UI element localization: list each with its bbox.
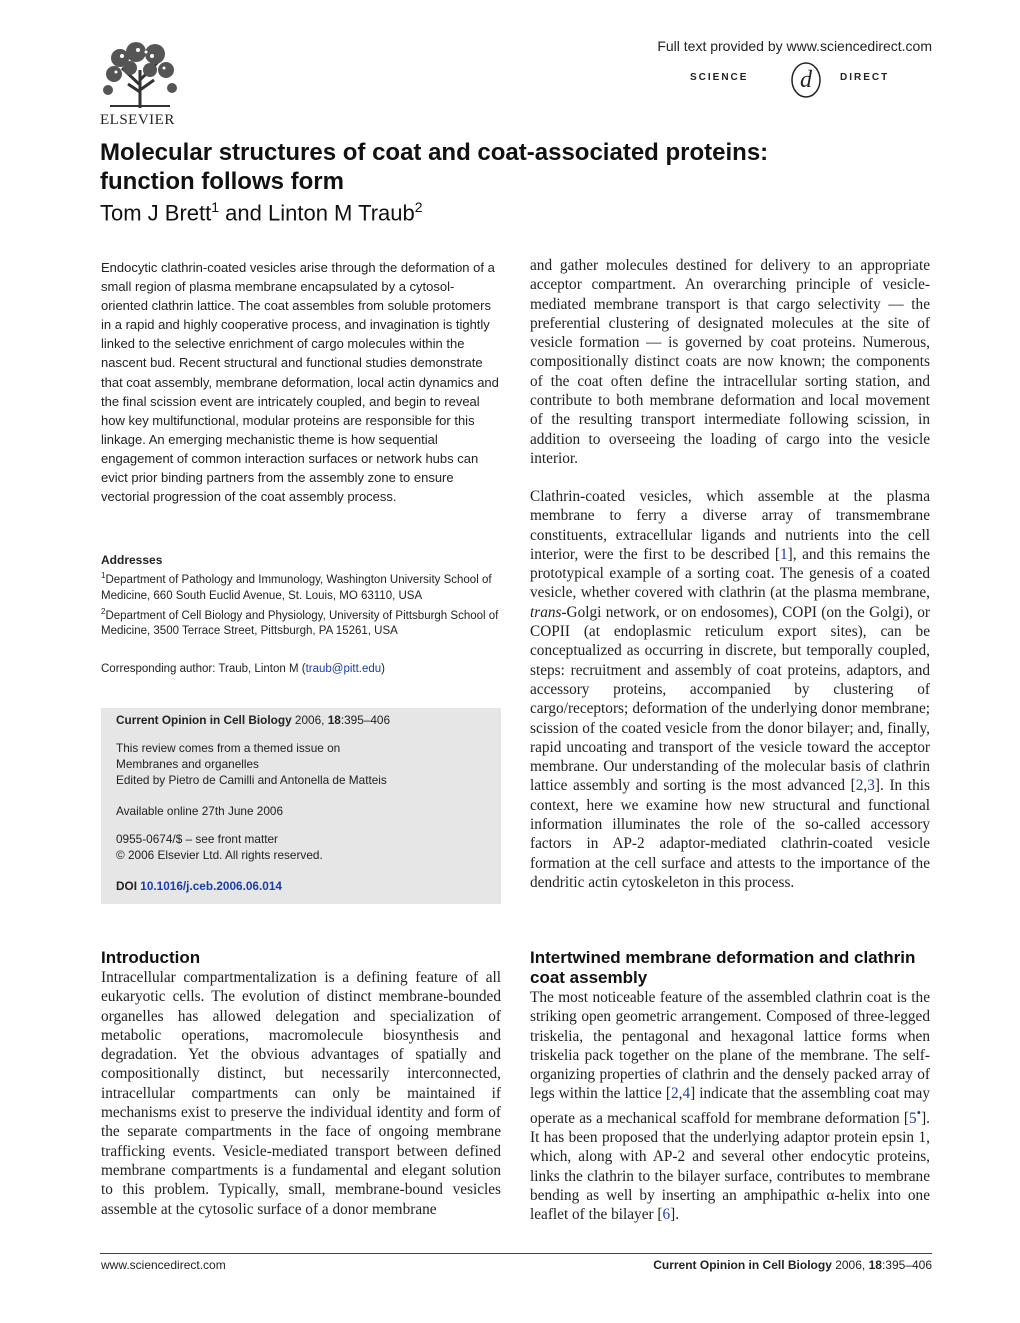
address-1 — [101, 568, 501, 604]
address-1-marker: 1 — [101, 571, 106, 581]
p2-text-b: ], and this remains the prototypical example of a sorting coat. The genesis of a coated vesicle, whether covered with clathrin (at the plasma membrane, — [530, 545, 930, 602]
brand-science: SCIENCE — [690, 72, 749, 83]
info-year: 2006, — [291, 713, 328, 727]
info-available: Available online 27th June 2006 — [116, 804, 284, 818]
footer-volume: 18 — [868, 1258, 882, 1272]
info-volume: 18 — [327, 713, 341, 727]
p3-text-c: ]. It has been proposed that the underlying adaptor protein epsin 1, which, along with AP-2 and several other endocytic proteins, links the clathrin to the bilayer surface, contributes to membrane bending as well by inserting an amphipathic α-helix into one leaflet of the bilayer [ — [530, 1109, 930, 1224]
introduction-paragraph: Intracellular compartmentalization is a defining feature of all eukaryotic cells. The evolution of distinct membrane-bounded organelles has allowed delegation and specialization of metabolic operations, macromolecule biosynthesis and degradation. Yet the obvious advantages of spatially and compositionally distinct, but necessarily interconnected, intracellular compartments can only be maintained if mechanisms exist to preserve the individual identity and form of the separate compartments in the face of ongoing membrane trafficking events. Vesicle-mediated transport between defined membrane compartments is a fundamental and elegant solution to this problem. Typically, small, membrane-bound vesicles assemble at the cytosolic surface of a donor membrane — [101, 969, 501, 1218]
p3-text-b: ] indicate that the assembling coat may operate as a mechanical scaffold for membrane deformation [ — [530, 1085, 930, 1127]
publisher-name: ELSEVIER — [100, 112, 175, 128]
info-issn: 0955-0674/$ – see front matter — [116, 832, 278, 846]
footer-journal: Current Opinion in Cell Biology — [653, 1258, 832, 1272]
author-conjunction: and — [219, 200, 268, 226]
ref-link-2[interactable]: 2 — [855, 777, 864, 795]
p2-text-c: -Golgi network, or on endosomes), COPI (on the Golgi), or COPII (at endoplasmic reticulum export sites), can be conceptualized as occurring in discrete, but temporally coupled, steps: recruitment and assembly of coat proteins, adaptors, and accessory proteins, accompanied by clustering of cargo/receptors; deformation of the underlying donor membrane; scission of the coated vesicle from the donor bilayer; and, finally, rapid uncoating and transport of the vesicle toward the acceptor membrane. Our understanding of the molecular basis of clathrin lattice assembly and sorting is the most advanced [ — [530, 603, 931, 795]
p3-text-a: The most noticeable feature of the assembled clathrin coat is the striking open geometric arrangement. Composed of three-legged triskelia, the pentagonal and hexagonal lattice forms when triskelia pack together on the plane of the membrane. The self-organizing properties of clathrin and the densely packed array of legs within the lattice [ — [530, 989, 930, 1103]
fulltext-provider[interactable]: Full text provided by www.sciencedirect.com — [657, 38, 932, 54]
right-paragraph-1: and gather molecules destined for delivery to an appropriate acceptor compartment. An overarching principle of vesicle-mediated membrane transport is that cargo selectivity — the preferential clustering of designated molecules at the site of vesicle formation — is governed by coat proteins. Numerous, compositionally distinct coats are now known; the components of the coat often define the intracellular sorting station, and contribute to both membrane deformation and local movement of the resulting transport intermediate following scission, in addition to overseeing the loading of cargo into the vesicle interior. — [530, 257, 930, 467]
info-doi-label: DOI — [116, 879, 141, 893]
p2-text-d: ]. In this context, here we examine how new structural and functional information illuminates the role of the so-called accessory factors in AP-2 adaptor-mediated clathrin-coated vesicle formation at the cell surface and attests to the importance of the dendritic actin cytoskeleton in this process. — [530, 777, 930, 891]
elsevier-tree-icon — [100, 40, 180, 110]
corresponding-label: Corresponding author: Traub, Linton M ( — [101, 663, 306, 675]
info-citation — [116, 713, 491, 729]
corresponding-close: ) — [381, 663, 386, 675]
ref-link-4[interactable]: 4 — [682, 1085, 691, 1103]
author-1: Tom J Brett — [100, 200, 212, 226]
author-1-affil: 1 — [211, 199, 220, 215]
abstract: Endocytic clathrin-coated vesicles arise through the deformation of a small region of plasma membrane encapsulated by a cytosol-oriented clathrin lattice. The coat assembles from soluble protomers in a rapid and highly cooperative process, and invagination is tightly linked to the selective enrichment of cargo molecules within the nascent bud. Recent structural and functional studies demonstrate that coat assembly, membrane deformation, local actin dynamics and the final scission event are intricately coupled, and begin to reveal how key multifunctional, modular proteins are responsible for this linkage. An emerging mechanistic theme is how sequential engagement of common interaction surfaces or network hubs can evict prior binding partners from the assembly zone to ensure vectorial progression of the coat assembly process. — [101, 260, 499, 505]
info-doi — [116, 879, 491, 895]
addresses-heading: Addresses — [101, 553, 163, 567]
sciencedirect-d-icon — [786, 60, 826, 100]
author-list — [100, 199, 423, 226]
sciencedirect-logo — [690, 60, 930, 100]
article-info-box — [101, 708, 501, 904]
svg-text:d: d — [800, 67, 812, 93]
info-editors: Edited by Pietro de Camilli and Antonella de Matteis — [116, 772, 387, 787]
p3-text-d: ]. — [670, 1206, 680, 1224]
ref-link-5[interactable]: 5 — [908, 1109, 917, 1127]
brand-direct: DIRECT — [840, 72, 890, 83]
ref-link-1[interactable]: 1 — [780, 545, 788, 563]
info-copyright: © 2006 Elsevier Ltd. All rights reserved. — [116, 847, 323, 862]
author-2-affil: 2 — [414, 199, 423, 215]
intertwined-paragraph: The most noticeable feature of the assembled clathrin coat is the striking open geometric arrangement. Composed of three-legged triskelia, the pentagonal and hexagonal lattice forms when triskelia pack together on the plane of the membrane. The self-organizing properties of clathrin and the densely packed array of legs within the lattice [2,4] indicate that the assembling coat may operate as a mechanical scaffold for membrane deformation [5•]. It has been proposed that the underlying adaptor protein epsin 1, which, along with AP-2 and several other endocytic proteins, links the clathrin to the bilayer surface, contributes to membrane bending as well by inserting an amphipathic α-helix into one leaflet of the bilayer [6]. — [530, 989, 930, 1224]
elsevier-logo — [100, 40, 182, 129]
p2-text-a: Clathrin-coated vesicles, which assemble at the plasma membrane to ferry a diverse array of transmembrane constituents, extracellular ligands and nutrients into the cell interior, were the first to be described [ — [530, 488, 930, 563]
title-line-1: Molecular structures of coat and coat-associated proteins: — [100, 139, 769, 166]
title-line-2: function follows form — [100, 168, 344, 195]
info-journal: Current Opinion in Cell Biology — [116, 713, 292, 727]
footer-year: 2006, — [831, 1258, 869, 1272]
ref-link-6[interactable]: 6 — [662, 1206, 671, 1224]
address-2 — [101, 604, 501, 640]
address-2-text: Department of Cell Biology and Physiology, University of Pittsburgh School of Medicine, 3500 Terrace Street, Pittsburgh, PA 15261, USA — [101, 609, 499, 638]
footer-divider — [100, 1253, 932, 1254]
author-2: Linton M Traub — [267, 200, 415, 226]
footer-pages: :395–406 — [881, 1258, 932, 1272]
right-paragraph-2: Clathrin-coated vesicles, which assemble at the plasma membrane to ferry a diverse array of transmembrane constituents, extracellular ligands and nutrients into the cell interior, were the first to be described [1], and this remains the prototypical example of a sorting coat. The genesis of a coated vesicle, whether covered with clathrin (at the plasma membrane, trans-Golgi network, or on endosomes), COPI (on the Golgi), or COPII (at endoplasmic reticulum export sites), can be conceptualized as occurring in discrete, but temporally coupled, steps: recruitment and assembly of coat proteins, adaptors, and accessory proteins, accompanied by clustering of cargo/receptors; deformation of the underlying donor membrane; scission of the coated vesicle from the donor bilayer; and, finally, rapid uncoating and transport of the vesicle toward the acceptor membrane. Our understanding of the molecular basis of clathrin lattice assembly and sorting is the most advanced [2,3]. In this context, here we examine how new structural and functional information illuminates the role of the so-called accessory factors in AP-2 adaptor-mediated clathrin-coated vesicle formation at the cell surface and attests to the importance of the dendritic actin cytoskeleton in this process. — [530, 488, 931, 891]
p2-trans-italic: trans — [530, 603, 562, 621]
corresponding-author — [101, 663, 501, 675]
introduction-heading: Introduction — [101, 948, 201, 967]
info-themed-line-2: Membranes and organelles — [116, 756, 259, 771]
ref-link-3[interactable]: 3 — [867, 777, 875, 795]
addresses — [101, 553, 501, 640]
footer-site-link[interactable]: www.sciencedirect.com — [101, 1258, 226, 1272]
info-rights — [116, 832, 491, 864]
ref-link-2b[interactable]: 2 — [670, 1085, 679, 1103]
info-pages: :395–406 — [340, 713, 391, 727]
address-2-marker: 2 — [101, 607, 106, 617]
info-themed — [116, 741, 491, 788]
address-1-text: Department of Pathology and Immunology, Washington University School of Medicine, 660 South Euclid Avenue, St. Louis, MO 63110, USA — [101, 574, 492, 602]
info-themed-line-1: This review comes from a themed issue on — [116, 741, 341, 755]
intertwined-heading: Intertwined membrane deformation and clathrin coat assembly — [530, 948, 916, 987]
footer-citation — [653, 1258, 932, 1272]
doi-link[interactable]: 10.1016/j.ceb.2006.06.014 — [140, 879, 282, 893]
ref-5-bullet: • — [916, 1105, 922, 1120]
corresponding-email-link[interactable]: traub@pitt.edu — [305, 663, 382, 675]
article-title — [100, 138, 920, 196]
